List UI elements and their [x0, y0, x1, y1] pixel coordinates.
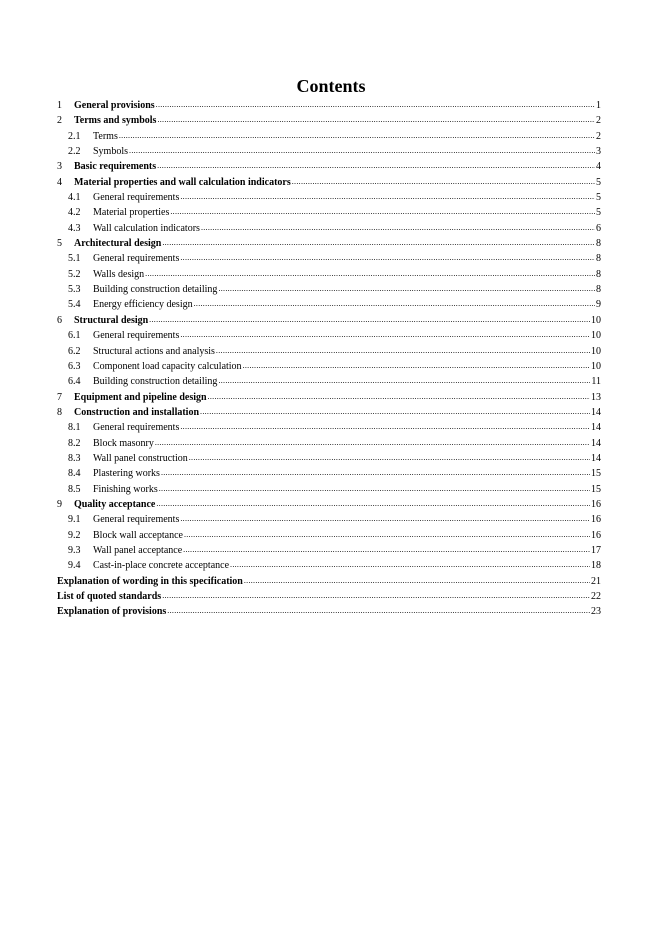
toc-entry-page-number: 5	[596, 176, 601, 188]
toc-entry-page-number: 8	[596, 238, 601, 250]
toc-entry-label: Equipment and pipeline design	[74, 391, 207, 403]
toc-entry-label: Block masonry	[93, 437, 154, 449]
dot-leader	[157, 112, 595, 127]
dot-leader	[189, 450, 590, 465]
toc-entry-label: Wall calculation indicators	[93, 222, 200, 234]
toc-entry-label: Explanation of wording in this specification	[57, 575, 243, 587]
dot-leader	[162, 588, 590, 603]
dot-leader	[244, 573, 590, 588]
toc-entry-number: 8.1	[68, 422, 81, 434]
toc-entry-label: Block wall acceptance	[93, 529, 183, 541]
dot-leader	[167, 603, 590, 618]
toc-entry-number: 8	[57, 406, 62, 418]
dot-leader	[156, 97, 595, 112]
toc-entry-label: Wall panel construction	[93, 452, 188, 464]
toc-entry[interactable]	[57, 267, 601, 282]
toc-entry-page-number: 23	[591, 606, 601, 618]
toc-entry[interactable]	[57, 528, 601, 543]
toc-entry[interactable]	[57, 451, 601, 466]
toc-entry-number: 5.1	[68, 253, 81, 265]
toc-entry-page-number: 6	[596, 222, 601, 234]
toc-entry-page-number: 14	[591, 452, 601, 464]
toc-entry[interactable]	[57, 144, 601, 159]
toc-entry-number: 5	[57, 238, 62, 250]
dot-leader	[201, 220, 595, 235]
toc-entry[interactable]	[57, 113, 601, 128]
toc-entry[interactable]	[57, 390, 601, 405]
toc-entry-number: 2.2	[68, 146, 81, 158]
toc-entry-number: 5.4	[68, 299, 81, 311]
toc-entry[interactable]	[57, 405, 601, 420]
toc-entry-number: 5.3	[68, 284, 81, 296]
toc-entry-page-number: 8	[596, 253, 601, 265]
toc-entry-label: Cast-in-place concrete acceptance	[93, 560, 230, 572]
toc-entry-page-number: 18	[591, 560, 601, 572]
toc-entry-label: Terms and symbols	[74, 115, 157, 127]
toc-entry-label: Architectural design	[74, 238, 162, 250]
toc-entry-page-number: 14	[591, 422, 601, 434]
toc-entry-number: 3	[57, 161, 62, 173]
toc-entry-page-number: 9	[596, 299, 601, 311]
toc-entry-label: Component load capacity calculation	[93, 360, 242, 372]
toc-entry-label: Structural design	[74, 314, 149, 326]
dot-leader	[170, 204, 595, 219]
toc-entry[interactable]	[57, 159, 601, 174]
toc-entry-page-number: 4	[596, 161, 601, 173]
toc-entry-number: 6.2	[68, 345, 81, 357]
toc-entry-page-number: 5	[596, 207, 601, 219]
toc-entry[interactable]	[57, 466, 601, 481]
toc-entry-label: Building construction detailing	[93, 376, 218, 388]
toc-entry-label: Finishing works	[93, 483, 158, 495]
toc-entry[interactable]	[57, 604, 601, 619]
toc-entry-page-number: 14	[591, 406, 601, 418]
toc-entry-number: 4.1	[68, 192, 81, 204]
toc-entry-label: Material properties and wall calculation indicators	[74, 176, 291, 188]
toc-entry-label: General provisions	[74, 100, 155, 111]
toc-entry-page-number: 10	[591, 330, 601, 342]
toc-entry-number: 6.1	[68, 330, 81, 342]
toc-entry[interactable]	[57, 543, 601, 558]
dot-leader	[292, 174, 595, 189]
toc-entry-page-number: 3	[596, 146, 601, 158]
toc-entry-page-number: 10	[591, 360, 601, 372]
toc-entry-label: General requirements	[93, 422, 180, 434]
toc-entry[interactable]	[57, 512, 601, 527]
toc-entry[interactable]	[57, 129, 601, 144]
dot-leader	[184, 527, 590, 542]
toc-entry-number: 8.5	[68, 483, 81, 495]
toc-entry[interactable]	[57, 221, 601, 236]
toc-entry-number: 8.2	[68, 437, 81, 449]
toc-entry-label: General requirements	[93, 192, 180, 204]
dot-leader	[180, 511, 590, 526]
toc-entry-label: Structural actions and analysis	[93, 345, 215, 357]
dot-leader	[180, 419, 590, 434]
toc-entry-label: List of quoted standards	[57, 591, 162, 602]
toc-entry[interactable]	[57, 589, 601, 604]
toc-entry[interactable]	[57, 313, 601, 328]
toc-entry[interactable]	[57, 374, 601, 389]
toc-entry-number: 5.2	[68, 268, 81, 280]
toc-entry-page-number: 2	[596, 115, 601, 127]
toc-entry-page-number: 21	[591, 575, 601, 587]
toc-entry-number: 2.1	[68, 130, 81, 142]
toc-entry[interactable]	[57, 297, 601, 312]
dot-leader	[180, 327, 590, 342]
toc-entry[interactable]	[57, 482, 601, 497]
toc-entry[interactable]	[57, 251, 601, 266]
dot-leader	[149, 312, 590, 327]
toc-entry-page-number: 14	[591, 437, 601, 449]
toc-entry[interactable]	[57, 359, 601, 374]
dot-leader	[157, 158, 595, 173]
toc-entry-page-number: 13	[591, 391, 601, 403]
toc-entry-page-number: 1	[596, 100, 601, 111]
toc-entry[interactable]	[57, 420, 601, 435]
toc-entry[interactable]	[57, 574, 601, 589]
toc-entry-page-number: 10	[591, 345, 601, 357]
toc-entry-number: 9.1	[68, 514, 81, 526]
toc-entry-page-number: 15	[591, 468, 601, 480]
toc-entry-number: 4.2	[68, 207, 81, 219]
toc-entry-number: 7	[57, 391, 62, 403]
toc-entry-number: 9.2	[68, 529, 81, 541]
toc-entry-page-number: 8	[596, 268, 601, 280]
toc-entry-page-number: 5	[596, 192, 601, 204]
toc-entry[interactable]	[57, 344, 601, 359]
toc-entry-number: 8.3	[68, 452, 81, 464]
toc-entry-label: Walls design	[93, 268, 145, 280]
toc-entry[interactable]	[57, 328, 601, 343]
dot-leader	[208, 389, 590, 404]
toc-entry[interactable]	[57, 497, 601, 512]
toc-entry-number: 2	[57, 115, 62, 127]
dot-leader	[119, 128, 595, 143]
toc-entry[interactable]	[57, 436, 601, 451]
dot-leader	[180, 189, 595, 204]
dot-leader	[183, 542, 590, 557]
toc-entry-page-number: 17	[591, 544, 601, 556]
toc-entry[interactable]	[57, 236, 601, 251]
toc-entry[interactable]	[57, 190, 601, 205]
toc-entry-label: General requirements	[93, 330, 180, 342]
dot-leader	[218, 281, 595, 296]
toc-entry-label: Explanation of provisions	[57, 606, 167, 618]
toc-entry-page-number: 16	[591, 498, 601, 510]
toc-entry-label: Symbols	[93, 146, 129, 158]
toc-entry-label: Construction and installation	[74, 406, 200, 418]
dot-leader	[162, 235, 595, 250]
toc-entry[interactable]	[57, 98, 601, 113]
toc-entry-page-number: 10	[591, 314, 601, 326]
toc-entry-label: Wall panel acceptance	[93, 544, 183, 556]
dot-leader	[145, 266, 595, 281]
toc-entry-label: Plastering works	[93, 468, 160, 480]
toc-entry-page-number: 15	[591, 483, 601, 495]
toc-entry-label: Building construction detailing	[93, 284, 218, 296]
toc-entry-label: General requirements	[93, 253, 180, 265]
dot-leader	[230, 557, 590, 572]
toc-entry-page-number: 16	[591, 514, 601, 526]
toc-entry-label: Quality acceptance	[74, 498, 156, 510]
toc-entry-page-number: 22	[591, 591, 601, 602]
dot-leader	[155, 435, 590, 450]
dot-leader	[194, 296, 595, 311]
toc-entry-number: 6.4	[68, 376, 81, 388]
dot-leader	[129, 143, 595, 158]
toc-entry-number: 8.4	[68, 468, 81, 480]
toc-entry-page-number: 2	[596, 130, 601, 142]
dot-leader	[218, 373, 590, 388]
dot-leader	[156, 496, 590, 511]
toc-entry-page-number: 16	[591, 529, 601, 541]
toc-entry[interactable]	[57, 282, 601, 297]
toc-entry-number: 9	[57, 498, 62, 510]
toc-entry[interactable]	[57, 175, 601, 190]
toc-entry-label: Material properties	[93, 207, 170, 219]
toc-entry-label: Terms	[93, 130, 118, 142]
dot-leader	[216, 343, 590, 358]
toc-entry-number: 4	[57, 176, 62, 188]
dot-leader	[200, 404, 590, 419]
toc-entry-number: 9.3	[68, 544, 81, 556]
toc-entry-page-number: 8	[596, 284, 601, 296]
dot-leader	[180, 250, 595, 265]
toc-entry-number: 6	[57, 314, 62, 326]
toc-entry-label: Basic requirements	[74, 161, 157, 173]
dot-leader	[159, 481, 590, 496]
toc-entry-number: 1	[57, 100, 62, 111]
toc-entry-number: 9.4	[68, 560, 81, 572]
toc-entry-number: 6.3	[68, 360, 81, 372]
toc-entry-label: Energy efficiency design	[93, 299, 193, 311]
toc-entry[interactable]	[57, 558, 601, 573]
toc-entry[interactable]	[57, 205, 601, 220]
page-title: Contents	[296, 76, 366, 96]
toc-entry-label: General requirements	[93, 514, 180, 526]
dot-leader	[243, 358, 590, 373]
toc-entry-page-number: 11	[591, 376, 601, 388]
table-of-contents	[57, 98, 601, 620]
toc-entry-number: 4.3	[68, 222, 81, 234]
dot-leader	[161, 465, 590, 480]
